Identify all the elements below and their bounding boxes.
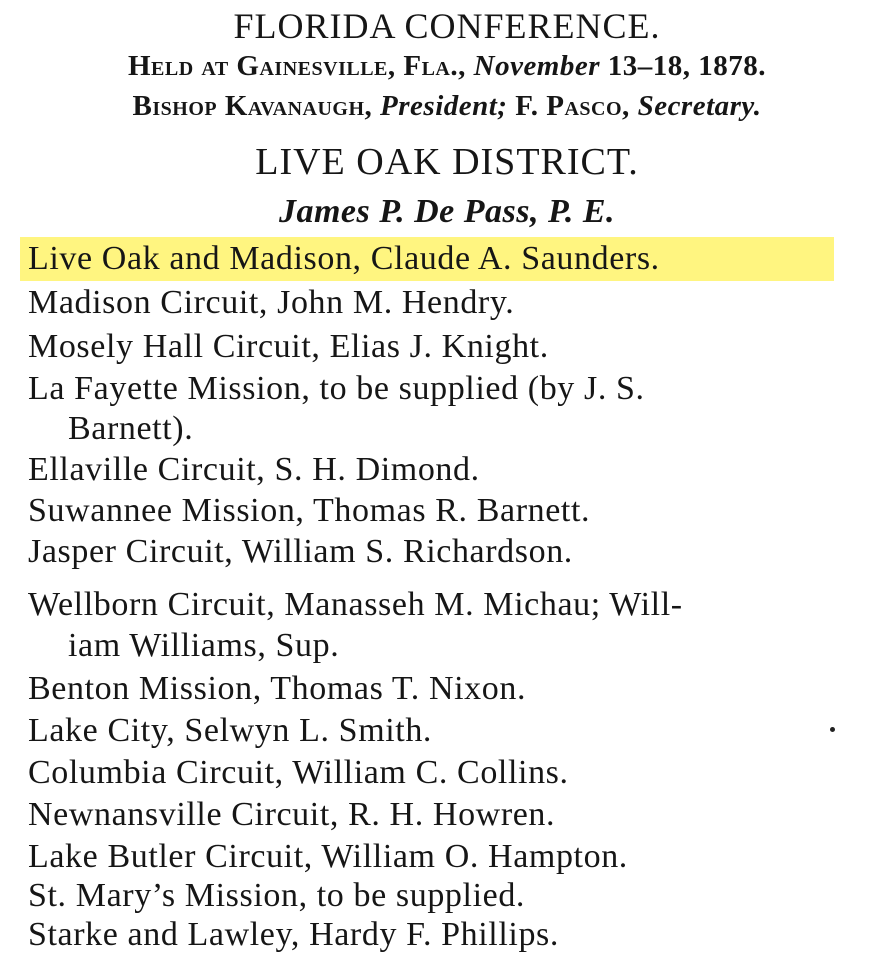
appointment-entry: Benton Mission, Thomas T. Nixon. xyxy=(28,670,527,707)
appointment-entry: Starke and Lawley, Hardy F. Phillips. xyxy=(28,916,559,953)
conference-held-line xyxy=(0,52,894,81)
secretary-role: Secretary. xyxy=(637,90,762,122)
appointment-entry: Wellborn Circuit, Manasseh M. Michau; Will- xyxy=(28,586,683,623)
held-location: Held at Gainesville, Fla., xyxy=(127,50,466,82)
conference-officers-line xyxy=(0,92,894,121)
appointment-entry: La Fayette Mission, to be supplied (by J. S. xyxy=(28,370,645,407)
bishop-role: President; xyxy=(380,90,508,122)
bishop-name: Bishop Kavanaugh, xyxy=(132,90,373,122)
conference-title: FLORIDA CONFERENCE. xyxy=(233,6,661,46)
ink-speck xyxy=(830,727,835,732)
district-heading: LIVE OAK DISTRICT. xyxy=(255,141,639,183)
secretary-name: F. Pasco, xyxy=(515,90,630,122)
appointment-entry: Madison Circuit, John M. Hendry. xyxy=(28,284,515,321)
appointment-entry: St. Mary’s Mission, to be supplied. xyxy=(28,877,526,914)
appointment-entry: Mosely Hall Circuit, Elias J. Knight. xyxy=(28,328,549,365)
held-month: November xyxy=(473,50,601,82)
presiding-elder: James P. De Pass, P. E. xyxy=(278,193,616,230)
appointment-entry: Live Oak and Madison, Claude A. Saunders. xyxy=(28,240,660,277)
appointment-entry: Suwannee Mission, Thomas R. Barnett. xyxy=(28,492,591,529)
held-dates: 13–18, 1878. xyxy=(607,50,767,82)
appointment-entry: Newnansville Circuit, R. H. Howren. xyxy=(28,796,556,833)
appointment-entry: Lake Butler Circuit, William O. Hampton. xyxy=(28,838,628,875)
appointment-entry: Ellaville Circuit, S. H. Dimond. xyxy=(28,451,480,488)
appointment-entry-continuation: iam Williams, Sup. xyxy=(68,627,340,664)
appointment-entry: Columbia Circuit, William C. Collins. xyxy=(28,754,569,791)
appointment-entry: Lake City, Selwyn L. Smith. xyxy=(28,712,433,749)
appointment-entry: Jasper Circuit, William S. Richardson. xyxy=(28,533,573,570)
appointment-entry-continuation: Barnett). xyxy=(68,410,194,447)
